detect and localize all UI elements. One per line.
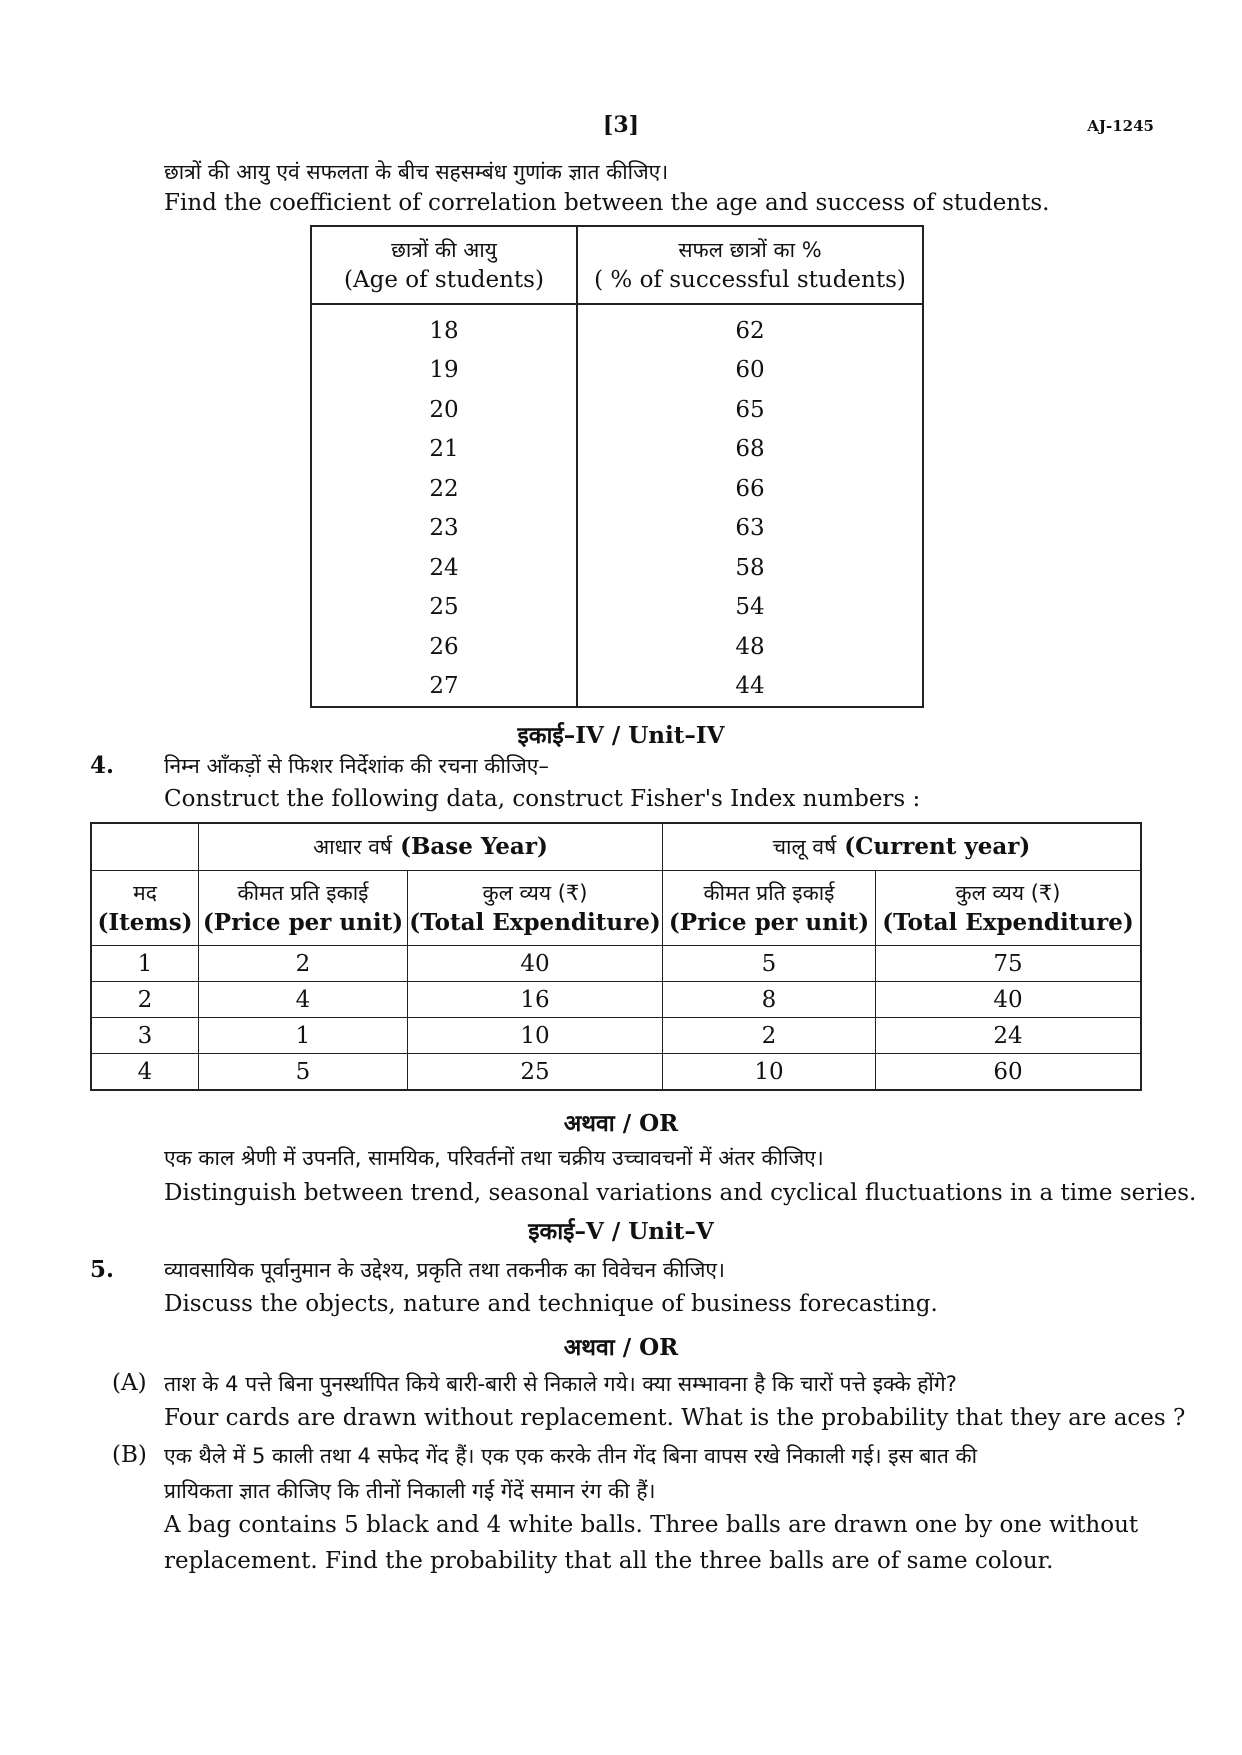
current-year-english: (Current year) [844,833,1031,860]
current-price-english: (Price per unit) [668,909,870,936]
table-row [311,548,923,588]
table-row [311,390,923,430]
table-row [311,627,923,667]
base-expenditure-cell: 40 [408,946,663,982]
current-price-cell: 10 [663,1054,876,1091]
success-cell: 63 [577,509,923,549]
q4-hindi: निम्न आँकड़ों से फिशर निर्देशांक की रचना कीजिए– [164,754,549,778]
base-year-hindi: आधार वर्ष [313,835,393,859]
current-expenditure-english: (Total Expenditure) [882,909,1134,936]
current-price-cell: 5 [663,946,876,982]
page-number: [3] [602,112,640,138]
question-number-4: 4. [90,752,115,779]
table-row [311,469,923,509]
table-row [311,667,923,708]
table-row [91,982,1141,1018]
paper-code: AJ-1245 [1087,117,1154,135]
q4-english: Construct the following data, construct Fisher's Index numbers : [164,786,921,812]
or-label-q5: अथवा / OR [563,1334,679,1361]
success-cell: 68 [577,430,923,470]
items-hindi: मद [133,881,157,905]
empty-corner-cell [91,823,199,871]
age-cell: 21 [311,430,577,470]
age-cell: 23 [311,509,577,549]
age-cell: 19 [311,351,577,391]
age-header-english: (Age of students) [344,267,544,293]
success-cell: 60 [577,351,923,391]
success-cell: 44 [577,667,923,708]
items-header [91,871,199,946]
base-year-header [199,823,663,871]
base-price-hindi: कीमत प्रति इकाई [237,881,369,905]
age-cell: 22 [311,469,577,509]
base-price-cell: 1 [199,1018,408,1054]
q4-or-hindi: एक काल श्रेणी में उपनति, सामयिक, परिवर्तनों तथा चक्रीय उच्चावचनों में अंतर कीजिए। [164,1146,824,1170]
fisher-index-table [90,822,1142,1091]
current-expenditure-cell: 75 [876,946,1142,982]
current-price-cell: 8 [663,982,876,1018]
success-cell: 58 [577,548,923,588]
sub-question-b-label: (B) [112,1442,147,1468]
or-label-q4: अथवा / OR [563,1110,679,1137]
item-cell: 2 [91,982,199,1018]
items-english: (Items) [97,909,193,936]
base-price-cell: 2 [199,946,408,982]
age-cell: 20 [311,390,577,430]
q5-b-english-line-1: A bag contains 5 black and 4 white balls. Three balls are drawn one by one without [164,1512,1139,1538]
success-cell: 62 [577,304,923,351]
success-header-english: ( % of successful students) [594,267,906,293]
q5-english: Discuss the objects, nature and technique of business forecasting. [164,1291,938,1317]
base-price-cell: 5 [199,1054,408,1091]
table-row [91,946,1141,982]
question-number-5: 5. [90,1256,115,1283]
q5-hindi: व्यावसायिक पूर्वानुमान के उद्देश्य, प्रकृति तथा तकनीक का विवेचन कीजिए। [164,1258,726,1282]
q3-hindi: छात्रों की आयु एवं सफलता के बीच सहसम्बंध गुणांक ज्ञात कीजिए। [164,160,669,184]
success-cell: 54 [577,588,923,628]
current-expenditure-cell: 60 [876,1054,1142,1091]
age-cell: 26 [311,627,577,667]
current-year-hindi: चालू वर्ष [772,835,837,859]
q4-or-english: Distinguish between trend, seasonal variations and cyclical fluctuations in a time series. [164,1180,1197,1206]
success-cell: 65 [577,390,923,430]
success-cell: 66 [577,469,923,509]
base-price-header [199,871,408,946]
age-cell: 27 [311,667,577,708]
success-header-hindi: सफल छात्रों का % [678,238,822,262]
q5-a-english: Four cards are drawn without replacement. What is the probability that they are aces ? [164,1405,1186,1431]
q5-b-english-line-2: replacement. Find the probability that all the three balls are of same colour. [164,1548,1054,1574]
base-price-english: (Price per unit) [202,909,404,936]
table-row [311,304,923,351]
current-price-hindi: कीमत प्रति इकाई [703,881,835,905]
base-expenditure-hindi: कुल व्यय (₹) [482,881,588,905]
current-expenditure-cell: 40 [876,982,1142,1018]
age-cell: 18 [311,304,577,351]
item-cell: 1 [91,946,199,982]
age-cell: 24 [311,548,577,588]
item-cell: 3 [91,1018,199,1054]
base-expenditure-cell: 10 [408,1018,663,1054]
current-expenditure-header [876,871,1142,946]
age-column-header [311,226,577,304]
success-column-header [577,226,923,304]
base-expenditure-cell: 25 [408,1054,663,1091]
table-row [91,1054,1141,1091]
correlation-table [310,225,924,708]
table-row [311,430,923,470]
item-cell: 4 [91,1054,199,1091]
base-price-cell: 4 [199,982,408,1018]
q5-b-hindi-line-2: प्रायिकता ज्ञात कीजिए कि तीनों निकाली गई गेंदें समान रंग की हैं। [164,1479,656,1503]
current-year-header [663,823,1142,871]
base-expenditure-cell: 16 [408,982,663,1018]
table-row [311,351,923,391]
unit-iv-heading: इकाई–IV / Unit–IV [517,722,725,749]
base-expenditure-header [408,871,663,946]
table-row [311,588,923,628]
current-expenditure-hindi: कुल व्यय (₹) [955,881,1061,905]
age-cell: 25 [311,588,577,628]
q5-a-hindi: ताश के 4 पत्ते बिना पुनर्स्थापित किये बारी-बारी से निकाले गये। क्या सम्भावना है कि चारों पत्ते इक्के होंगे? [164,1372,957,1396]
current-price-cell: 2 [663,1018,876,1054]
unit-v-heading: इकाई–V / Unit–V [528,1218,714,1245]
q5-b-hindi-line-1: एक थैले में 5 काली तथा 4 सफेद गेंद हैं। एक एक करके तीन गेंद बिना वापस रखे निकाली गई। इस बात की [164,1444,978,1468]
age-header-hindi: छात्रों की आयु [391,238,497,262]
table-row [311,509,923,549]
table-row [91,1018,1141,1054]
current-expenditure-cell: 24 [876,1018,1142,1054]
base-year-english: (Base Year) [400,833,548,860]
current-price-header [663,871,876,946]
base-expenditure-english: (Total Expenditure) [409,909,661,936]
q3-english: Find the coefficient of correlation between the age and success of students. [164,190,1050,216]
success-cell: 48 [577,627,923,667]
sub-question-a-label: (A) [112,1370,147,1396]
